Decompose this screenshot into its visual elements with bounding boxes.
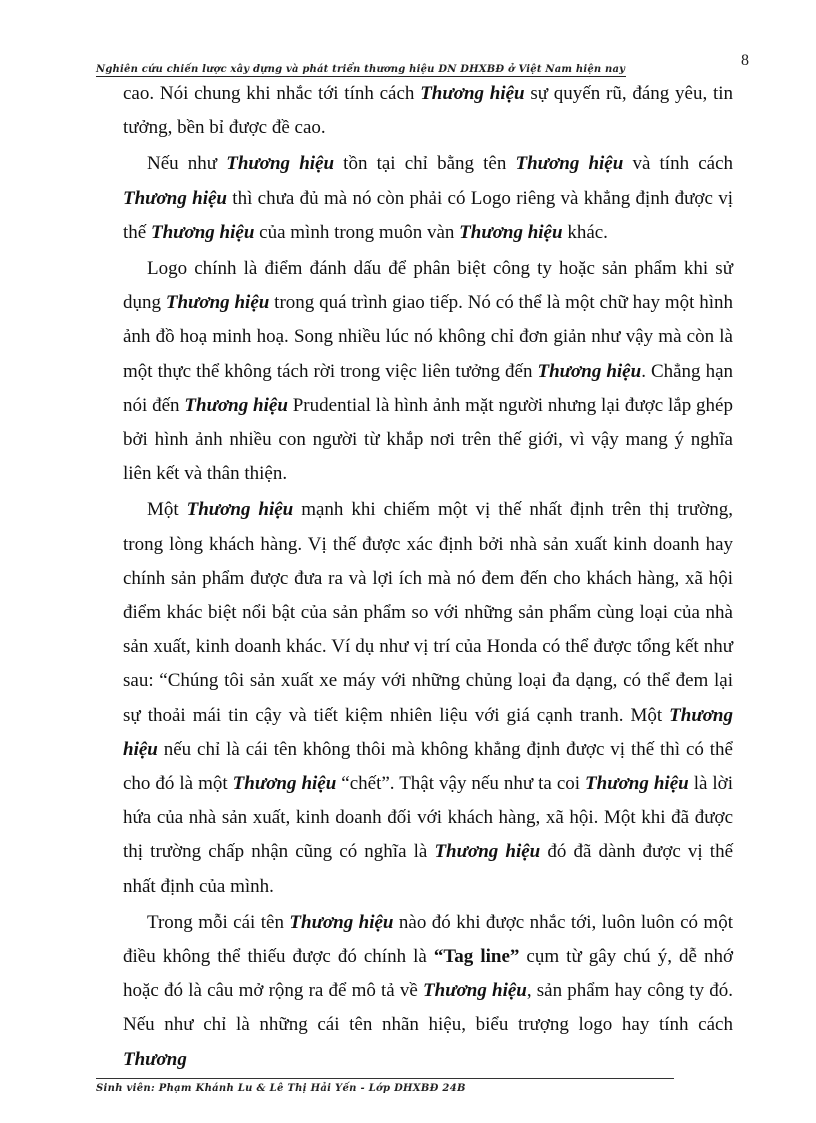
text-run: của mình trong muôn vàn <box>254 221 460 243</box>
text-run: “chết”. Thật vậy nếu như ta coi <box>336 773 586 795</box>
brand-term: Thương hiệu <box>232 773 337 795</box>
text-run: mạnh khi chiếm một vị thế nhất định trên thị trường, trong lòng khách hàng. Vị thế được xác định bởi nhà sản xuất kinh doanh hay chính sản phẩm được đưa ra và lợi ích mà nó đem đến cho khách hàng, xã hội điểm khác biệt nổi bật của sản phẩm so với những sản phẩm cùng loại của nhà sản xuất, kinh doanh khác. Ví dụ như vị trí của Honda có thể được tổng kết như sau: “Chúng tôi sản xuất xe máy với những chủng loại đa dạng, có thể đem lại sự thoải mái tin cậy và tiết kiệm nhiên liệu với giá cạnh tranh. Một <box>123 499 733 726</box>
text-run: thì chưa đủ mà nó còn phải có Logo riêng và khẳng định được vị thế <box>123 187 734 243</box>
brand-term: Thương hiệu <box>186 499 294 521</box>
paragraph-3 <box>123 493 733 903</box>
brand-term: Thương hiệu <box>123 187 227 209</box>
brand-term: Thương hiệu <box>515 153 624 175</box>
footer-divider <box>96 1078 674 1079</box>
page-header <box>96 56 626 77</box>
text-run: tồn tại chỉ bằng tên <box>334 153 516 175</box>
brand-term: Thương hiệu <box>184 394 288 416</box>
paragraph-4 <box>123 906 733 1077</box>
header-title: Nghiên cứu chiến lược xây dựng và phát triển thương hiệu DN DHXBĐ ở Việt Nam hiện nay <box>96 64 626 75</box>
page-footer: Sinh viên: Phạm Khánh Lu & Lê Thị Hải Yến - Lớp DHXBĐ 24B <box>96 1083 466 1094</box>
tagline-term: “Tag line” <box>433 946 520 968</box>
paragraph-0 <box>123 77 733 145</box>
brand-term: Thương hiệu <box>420 83 525 104</box>
text-run: Prudential là hình ảnh mặt người nhưng lại được lắp ghép bởi hình ảnh nhiều con người từ khắp nơi trên thế giới, vì vậy mang ý nghĩa liên kết và thân thiện. <box>123 394 733 485</box>
brand-term-partial: Thương <box>123 1048 187 1070</box>
text-run: Nếu như <box>147 153 227 175</box>
paragraph-1 <box>123 147 733 250</box>
text-run: nào đó khi được nhắc tới, luôn luôn có một điều không thể thiếu được đó chính là <box>123 911 733 968</box>
brand-term: Thương hiệu <box>585 773 689 795</box>
brand-term: Thương hiệu <box>150 221 255 243</box>
text-run: Trong mỗi cái tên <box>147 911 290 933</box>
brand-term: Thương hiệu <box>537 360 642 382</box>
text-run: nếu chỉ là cái tên không thôi mà không khẳng định được vị thế thì có thể cho đó là một <box>123 738 733 795</box>
text-run: trong quá trình giao tiếp. Nó có thể là một chữ hay một hình ảnh đồ hoạ minh hoạ. Song nhiều lúc nó không chỉ đơn giản như vậy mà còn là một thực thể không tách rời trong việc liên tưởng đến <box>123 292 734 382</box>
paragraph-2 <box>123 252 733 491</box>
document-body <box>123 77 733 1077</box>
text-run: cụm từ gây chú ý, dễ nhớ hoặc đó là câu mở rộng ra để mô tả về <box>123 946 733 1002</box>
brand-term: Thương hiệu <box>459 221 563 243</box>
text-run: sự quyến rũ, đáng yêu, tin tưởng, bền bỉ được đề cao. <box>123 83 733 139</box>
brand-term: Thương hiệu <box>423 980 527 1002</box>
text-run: Một <box>147 499 187 521</box>
brand-term: Thương hiệu <box>289 911 394 933</box>
text-run: là lời hứa của nhà sản xuất, kinh doanh đối với khách hàng, xã hội. Một khi đã được thị trường chấp nhận cũng có nghĩa là <box>123 773 733 863</box>
text-run: cao. Nói chung khi nhắc tới tính cách <box>123 83 421 104</box>
brand-term: Thương hiệu <box>165 292 270 314</box>
text-run: đó đã dành được vị thế nhất định của mình. <box>123 841 734 897</box>
text-run: khác. <box>562 221 608 243</box>
text-run: , sản phẩm hay công ty đó. Nếu như chỉ là những cái tên nhãn hiệu, biểu trượng logo hay tính cách <box>123 980 734 1036</box>
brand-term: Thương hiệu <box>226 153 335 175</box>
text-run: . Chẳng hạn nói đến <box>123 360 733 416</box>
text-run: Logo chính là điểm đánh dấu để phân biệt công ty hoặc sản phẩm khi sử dụng <box>123 258 733 314</box>
page-number: 8 <box>741 52 749 69</box>
text-run: và tính cách <box>623 153 734 175</box>
brand-term: Thương hiệu <box>434 841 541 863</box>
brand-term: Thương hiệu <box>123 704 733 760</box>
